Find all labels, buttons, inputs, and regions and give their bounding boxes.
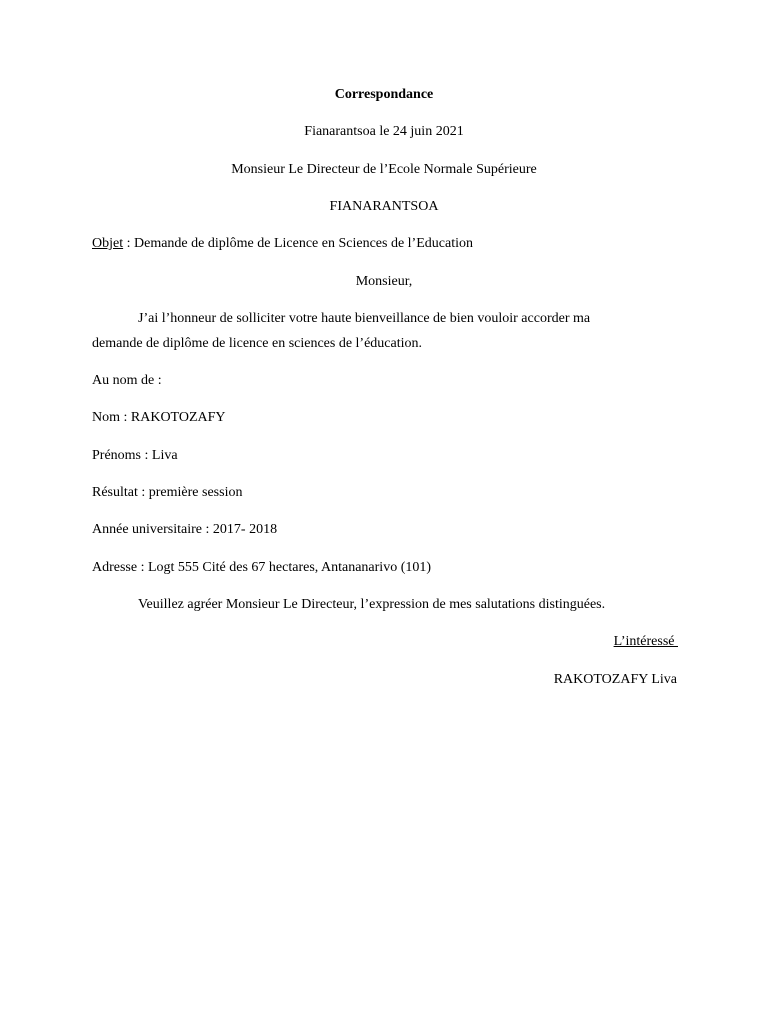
- field-prenoms: Prénoms : Liva: [92, 448, 178, 463]
- closing-line: Veuillez agréer Monsieur Le Directeur, l’expression de mes salutations distinguées.: [138, 597, 606, 612]
- au-nom-de-label: Au nom de :: [92, 373, 162, 388]
- field-resultat: Résultat : première session: [92, 485, 243, 500]
- date-line: Fianarantsoa le 24 juin 2021: [304, 124, 464, 139]
- recipient-city: FIANARANTSOA: [329, 199, 439, 214]
- body-paragraph-line-2: demande de diplôme de licence en sciences de l’éducation.: [92, 336, 423, 351]
- salutation: Monsieur,: [355, 274, 413, 289]
- document-title: Correspondance: [334, 87, 434, 102]
- signature-label: [614, 633, 678, 651]
- object-text: Demande de diplôme de Licence en Sciences de l’Education: [134, 236, 473, 251]
- recipient-line: Monsieur Le Directeur de l’Ecole Normale Supérieure: [231, 162, 537, 177]
- field-adresse: Adresse : Logt 555 Cité des 67 hectares, Antananarivo (101): [92, 560, 432, 575]
- object-label: Objet: [92, 236, 124, 251]
- body-paragraph-line-1: J’ai l’honneur de solliciter votre haute bienveillance de bien vouloir accorder ma: [138, 311, 591, 326]
- object-separator: :: [123, 236, 134, 251]
- signature-label-text: L’intéressé: [613, 634, 678, 649]
- field-annee-universitaire: Année universitaire : 2017- 2018: [92, 522, 278, 537]
- field-nom: Nom : RAKOTOZAFY: [92, 410, 226, 425]
- signature-name: RAKOTOZAFY Liva: [553, 672, 677, 687]
- object-line: [92, 235, 473, 253]
